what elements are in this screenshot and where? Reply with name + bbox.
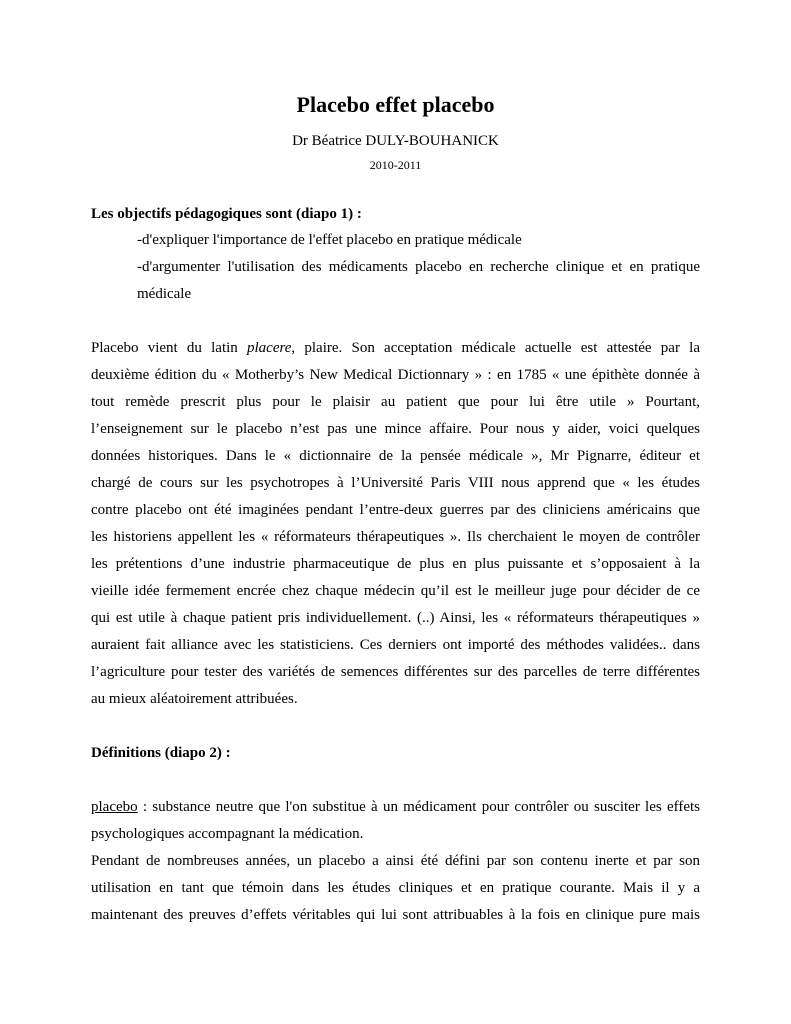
paragraph-text: Placebo vient du latin bbox=[91, 340, 247, 356]
paragraph-line: qui est utile à chaque patient pris individuellement. (..) Ainsi, les « réformateurs thérapeutiques » bbox=[91, 610, 700, 626]
paragraph-line: tout remède prescrit plus pour le plaisir au patient que pour lui être utile » Pourtant, bbox=[91, 394, 700, 410]
paragraph-line: les historiens appellent les « réformateurs thérapeutiques ». Ils cherchaient le moyen de contrôler bbox=[91, 529, 700, 545]
paragraph-line: l’enseignement sur le placebo n’est pas une mince affaire. Pour nous y aider, voici quelques bbox=[91, 421, 700, 437]
paragraph-line: les prétentions d’une industrie pharmaceutique de plus en plus puissante et s’opposaient à la bbox=[91, 556, 700, 572]
paragraph-line: données historiques. Dans le « dictionnaire de la pensée médicale », Mr Pignarre, éditeur et bbox=[91, 448, 700, 464]
objective-item-continuation: médicale bbox=[137, 286, 192, 302]
definition-line: Pendant de nombreuses années, un placebo a ainsi été défini par son contenu inerte et par son bbox=[91, 853, 700, 869]
objective-item: -d'argumenter l'utilisation des médicaments placebo en recherche clinique et en pratique bbox=[137, 259, 700, 275]
definition-line: psychologiques accompagnant la médication. bbox=[91, 826, 364, 842]
latin-term: placere bbox=[247, 340, 292, 356]
paragraph-line-last: au mieux aléatoirement attribuées. bbox=[91, 691, 298, 707]
paragraph-line: chargé de cours sur les psychotropes à l’Université Paris VIII nous apprend que « les études bbox=[91, 475, 700, 491]
paragraph-line: auraient fait alliance avec les statisticiens. Ces derniers ont importé des méthodes validées.. dans bbox=[91, 637, 700, 653]
definition-line bbox=[91, 796, 700, 818]
definition-line: maintenant des preuves d’effets véritables qui lui sont attribuables à la fois en clinique pure mais bbox=[91, 907, 700, 923]
paragraph-line bbox=[91, 337, 700, 359]
document-author: Dr Béatrice DULY-BOUHANICK bbox=[292, 133, 499, 149]
definition-line: utilisation en tant que témoin dans les études cliniques et en pratique courante. Mais il y a bbox=[91, 880, 700, 896]
paragraph-line: deuxième édition du « Motherby’s New Medical Dictionnary » : en 1785 « une épithète donnée à bbox=[91, 367, 700, 383]
document-title: Placebo effet placebo bbox=[296, 92, 495, 117]
paragraph-line: contre placebo ont été imaginées pendant l’entre-deux guerres par des cliniciens américains que bbox=[91, 502, 700, 518]
document-year: 2010-2011 bbox=[369, 158, 422, 172]
paragraph-line: l’agriculture pour tester des variétés de semences différentes sur des parcelles de terre différentes bbox=[91, 664, 700, 680]
definition-text: : substance neutre que l'on substitue à un médicament pour contrôler ou susciter les effets bbox=[137, 799, 700, 815]
definition-term: placebo bbox=[91, 799, 138, 815]
paragraph-line: vieille idée fermement encrée chez chaque médecin qu’il est le meilleur juge pour décider de ce bbox=[91, 583, 700, 599]
objectives-heading: Les objectifs pédagogiques sont (diapo 1) : bbox=[91, 206, 362, 222]
definitions-heading: Définitions (diapo 2) : bbox=[91, 745, 231, 761]
objective-item: -d'expliquer l'importance de l'effet placebo en pratique médicale bbox=[137, 232, 522, 248]
paragraph-text: , plaire. Son acceptation médicale actuelle est attestée par la bbox=[291, 340, 700, 356]
